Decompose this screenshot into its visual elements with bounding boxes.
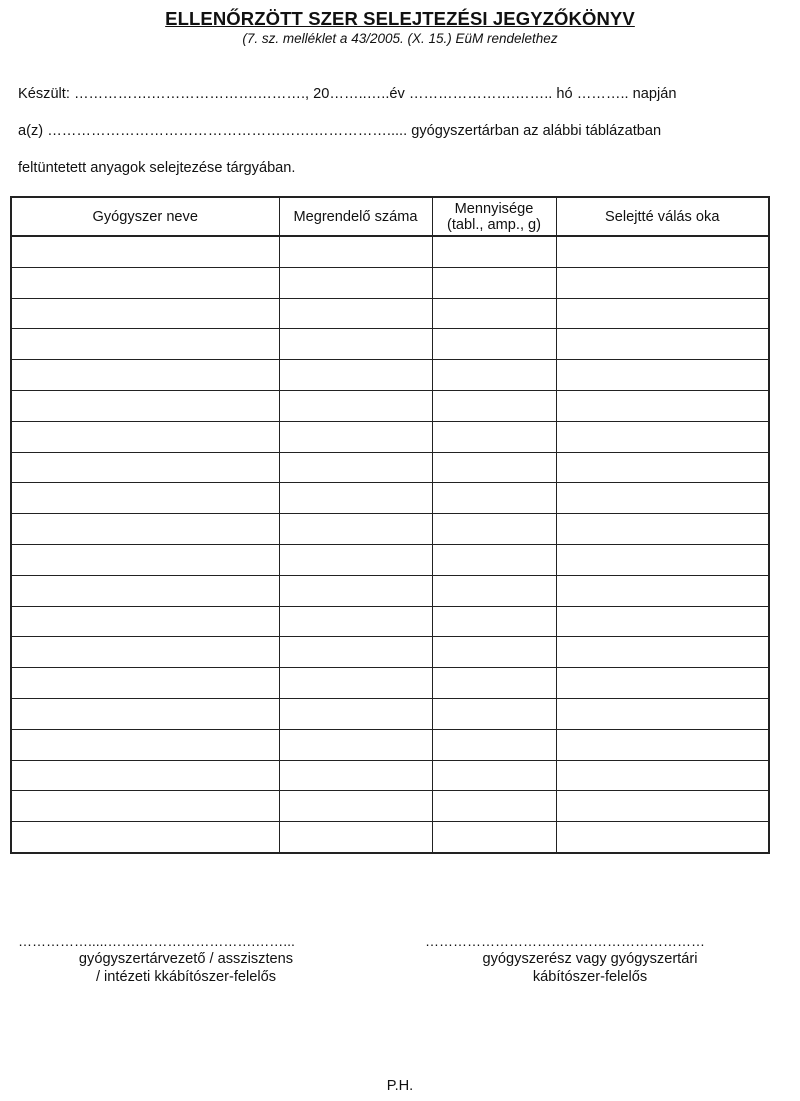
table-cell[interactable] (11, 822, 279, 853)
table-header-row (11, 197, 769, 236)
table-row (11, 483, 769, 514)
table-cell[interactable] (279, 421, 432, 452)
table-cell[interactable] (279, 514, 432, 545)
header-order-number: Megrendelő száma (279, 197, 432, 236)
table-cell[interactable] (11, 267, 279, 298)
table-cell[interactable] (432, 329, 556, 360)
table-cell[interactable] (556, 606, 769, 637)
table-row (11, 421, 769, 452)
table-cell[interactable] (556, 421, 769, 452)
table-cell[interactable] (556, 575, 769, 606)
table-cell[interactable] (11, 668, 279, 699)
table-cell[interactable] (432, 822, 556, 853)
table-cell[interactable] (556, 360, 769, 391)
table-row (11, 698, 769, 729)
header-quantity (432, 197, 556, 236)
table-cell[interactable] (432, 575, 556, 606)
table-cell[interactable] (556, 514, 769, 545)
table-cell[interactable] (432, 267, 556, 298)
table-cell[interactable] (432, 236, 556, 267)
right-signature-role: gyógyszerész vagy gyógyszertári (482, 951, 698, 967)
table-cell[interactable] (556, 729, 769, 760)
table-cell[interactable] (11, 514, 279, 545)
table-cell[interactable] (556, 329, 769, 360)
table-row (11, 267, 769, 298)
table-cell[interactable] (432, 514, 556, 545)
table-cell[interactable] (432, 421, 556, 452)
table-row (11, 668, 769, 699)
table-cell[interactable] (11, 637, 279, 668)
table-cell[interactable] (279, 791, 432, 822)
prepared-at-line: Készült: …………….………………….………., 20……..…..év ………………….…….. hó ……….. napján (18, 86, 677, 102)
table-cell[interactable] (11, 452, 279, 483)
pharmacy-line: a(z) ……………………………………………….……………..... gyógyszertárban az alábbi táblázatban (18, 123, 662, 139)
stamp-placeholder: P.H. (386, 1078, 414, 1094)
right-signature-label (440, 950, 740, 986)
table-cell[interactable] (279, 483, 432, 514)
table-cell[interactable] (279, 298, 432, 329)
table-cell[interactable] (279, 668, 432, 699)
table-body (11, 236, 769, 853)
table-cell[interactable] (556, 267, 769, 298)
table-cell[interactable] (556, 390, 769, 421)
left-signature-label (36, 950, 336, 986)
table-row (11, 236, 769, 267)
table-row (11, 606, 769, 637)
document-subtitle: (7. sz. melléklet a 43/2005. (X. 15.) EüM rendelethez (242, 31, 558, 46)
table-cell[interactable] (279, 329, 432, 360)
table-row (11, 360, 769, 391)
table-cell[interactable] (11, 360, 279, 391)
table-cell[interactable] (556, 822, 769, 853)
document-title: ELLENŐRZÖTT SZER SELEJTEZÉSI JEGYZŐKÖNYV (165, 8, 635, 29)
table-cell[interactable] (11, 698, 279, 729)
table-cell[interactable] (432, 483, 556, 514)
table-row (11, 760, 769, 791)
table-cell[interactable] (432, 637, 556, 668)
table-cell[interactable] (279, 575, 432, 606)
table-cell[interactable] (279, 390, 432, 421)
table-cell[interactable] (279, 729, 432, 760)
right-signature-line: …………………………………………………… (425, 933, 705, 949)
table-cell[interactable] (556, 483, 769, 514)
table-cell[interactable] (279, 760, 432, 791)
table-cell[interactable] (432, 698, 556, 729)
table-row (11, 514, 769, 545)
table-cell[interactable] (279, 606, 432, 637)
table-cell[interactable] (11, 606, 279, 637)
table-row (11, 575, 769, 606)
table-cell[interactable] (279, 360, 432, 391)
table-row (11, 544, 769, 575)
table-row (11, 452, 769, 483)
table-cell[interactable] (11, 390, 279, 421)
table-cell[interactable] (556, 760, 769, 791)
disposal-table (10, 196, 770, 854)
table-cell[interactable] (11, 483, 279, 514)
header-disposal-reason: Selejtté válás oka (556, 197, 769, 236)
table-cell[interactable] (279, 637, 432, 668)
left-signature-role: gyógyszertárvezető / asszisztens (78, 951, 294, 967)
table-cell[interactable] (556, 791, 769, 822)
left-signature-line: …………….....…….…………………….……... (18, 933, 295, 949)
table-row (11, 729, 769, 760)
right-signature-role-alt: kábítószer-felelős (532, 969, 648, 985)
left-signature-role-alt: / intézeti kkábítószer-felelős (95, 969, 277, 985)
table-cell[interactable] (11, 421, 279, 452)
table-cell[interactable] (556, 668, 769, 699)
table-cell[interactable] (556, 452, 769, 483)
table-cell[interactable] (432, 390, 556, 421)
table-row (11, 791, 769, 822)
table-cell[interactable] (556, 637, 769, 668)
table-cell[interactable] (432, 791, 556, 822)
table-cell[interactable] (11, 298, 279, 329)
table-row (11, 329, 769, 360)
table-cell[interactable] (279, 822, 432, 853)
table-cell[interactable] (11, 544, 279, 575)
table-cell[interactable] (279, 698, 432, 729)
table-cell[interactable] (556, 698, 769, 729)
table-row (11, 637, 769, 668)
table-cell[interactable] (11, 729, 279, 760)
table-cell[interactable] (432, 544, 556, 575)
table-row (11, 298, 769, 329)
table-cell[interactable] (11, 236, 279, 267)
table-cell[interactable] (556, 544, 769, 575)
table-cell[interactable] (432, 452, 556, 483)
table-row (11, 822, 769, 853)
table-cell[interactable] (432, 668, 556, 699)
table-cell[interactable] (432, 606, 556, 637)
header-quantity-label: Mennyisége (tabl., amp., g) (446, 200, 542, 233)
table-cell[interactable] (279, 267, 432, 298)
table-cell[interactable] (432, 298, 556, 329)
subject-line: feltüntetett anyagok selejtezése tárgyában. (18, 160, 296, 176)
table-cell[interactable] (279, 452, 432, 483)
table-cell[interactable] (11, 760, 279, 791)
table-cell[interactable] (279, 236, 432, 267)
table-cell[interactable] (432, 360, 556, 391)
table-cell[interactable] (432, 729, 556, 760)
table-cell[interactable] (556, 298, 769, 329)
table-cell[interactable] (11, 791, 279, 822)
header-drug-name: Gyógyszer neve (11, 197, 279, 236)
table-cell[interactable] (432, 760, 556, 791)
table-row (11, 390, 769, 421)
table-cell[interactable] (279, 544, 432, 575)
table-cell[interactable] (11, 329, 279, 360)
table-cell[interactable] (11, 575, 279, 606)
table-cell[interactable] (556, 236, 769, 267)
